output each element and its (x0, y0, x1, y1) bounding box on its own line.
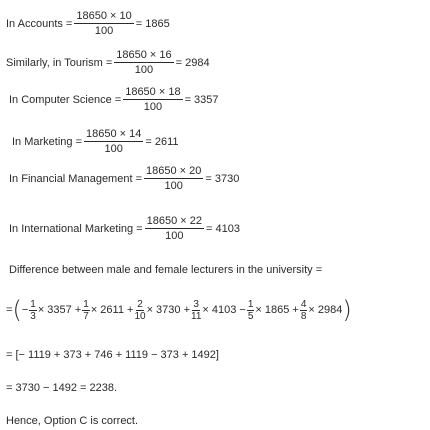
expr-fraction-3-num: 2 (137, 298, 143, 310)
expr-fraction-4 (191, 299, 201, 322)
expr-fraction-4-den: 11 (191, 310, 202, 322)
expr-term-6: × 2984 (308, 304, 343, 316)
expr-equals: = (6, 304, 13, 316)
expr-fraction-6 (300, 299, 308, 322)
expr-fraction-5-den: 5 (247, 310, 254, 322)
accounts-denominator: 100 (94, 25, 114, 37)
expr-term-5: × 1865 + (255, 304, 299, 316)
international-marketing-denominator: 100 (165, 230, 184, 242)
expr-fraction-1-den: 3 (30, 310, 36, 322)
expr-fraction-1 (29, 299, 37, 322)
financial-management-result: = 3730 (205, 172, 240, 185)
expr-fraction-2-den: 7 (83, 310, 89, 322)
accounts-numerator: 18650 × 10 (76, 10, 132, 22)
step-2-text: = [− 1119 + 373 + 746 + 1119 − 373 + 1492] (6, 349, 219, 361)
financial-management-line (9, 165, 239, 192)
financial-management-fraction (144, 165, 203, 192)
conclusion-text: Hence, Option C is correct. (6, 415, 139, 427)
international-marketing-numerator: 18650 × 22 (146, 215, 202, 227)
tourism-line (6, 49, 210, 76)
accounts-label: In Accounts = (6, 17, 73, 30)
financial-management-numerator: 18650 × 20 (146, 165, 202, 177)
expr-fraction-5 (247, 299, 255, 322)
difference-expression (6, 298, 352, 322)
tourism-numerator: 18650 × 16 (116, 49, 172, 61)
expr-left-paren: ( (12, 296, 22, 324)
marketing-fraction (84, 128, 143, 155)
expr-right-paren: ) (342, 296, 352, 324)
tourism-denominator: 100 (134, 64, 154, 76)
expr-fraction-4-num: 3 (193, 298, 199, 310)
computer-science-label: In Computer Science = (9, 93, 122, 106)
international-marketing-result: = 4103 (205, 222, 240, 235)
international-marketing-line (9, 215, 240, 242)
marketing-line (12, 128, 179, 155)
expr-fraction-1-num: 1 (30, 298, 36, 310)
marketing-denominator: 100 (104, 143, 123, 155)
accounts-line (6, 10, 170, 37)
expr-term-1: × 3357 + (37, 304, 82, 316)
expr-minus: − (21, 304, 29, 316)
computer-science-result: = 3357 (184, 93, 219, 106)
difference-text: Difference between male and female lecturers in the university = (9, 264, 323, 276)
conclusion (6, 415, 138, 427)
financial-management-label: In Financial Management = (9, 172, 142, 185)
international-marketing-fraction (145, 215, 204, 242)
expr-fraction-2 (82, 299, 90, 322)
marketing-label: In Marketing = (12, 135, 83, 148)
difference-statement (9, 264, 322, 276)
accounts-fraction (74, 10, 133, 37)
computer-science-fraction (123, 86, 182, 113)
simplification-step-2 (6, 382, 117, 394)
expr-fraction-3-den: 10 (134, 310, 146, 322)
tourism-label: Similarly, in Tourism = (6, 56, 113, 69)
marketing-numerator: 18650 × 14 (86, 128, 142, 140)
expr-term-4: × 4103 − (202, 304, 246, 316)
expr-term-2: × 2611 + (90, 304, 134, 316)
computer-science-numerator: 18650 × 18 (125, 86, 181, 98)
expr-fraction-2-num: 1 (83, 298, 89, 310)
expr-fraction-6-den: 8 (300, 310, 307, 322)
expr-fraction-6-num: 4 (300, 298, 307, 310)
expr-term-3: × 3730 + (146, 304, 190, 316)
computer-science-denominator: 100 (143, 101, 163, 113)
tourism-fraction (114, 49, 173, 76)
financial-management-denominator: 100 (164, 180, 183, 192)
computer-science-line (9, 86, 219, 113)
international-marketing-label: In International Marketing = (9, 222, 143, 235)
expr-fraction-3 (134, 299, 145, 322)
tourism-result: = 2984 (175, 56, 210, 69)
marketing-result: = 2611 (145, 135, 179, 148)
expr-fraction-5-num: 1 (247, 298, 254, 310)
accounts-result: = 1865 (135, 17, 170, 30)
simplification-step-1 (6, 349, 219, 361)
step-3-text: = 3730 − 1492 = 2238. (6, 382, 118, 394)
